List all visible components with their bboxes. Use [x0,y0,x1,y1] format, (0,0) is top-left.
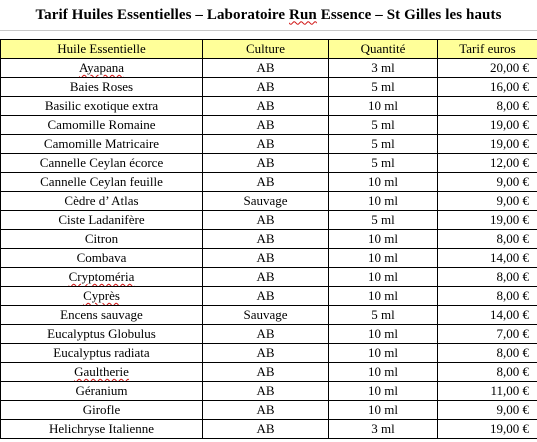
cell-quantite: 10 ml [329,97,438,116]
cell-quantite: 10 ml [329,325,438,344]
table-row [1,306,537,325]
table-row [1,154,537,173]
cell-culture: AB [203,268,329,287]
huile-name: Eucalyptus Globulus [47,326,156,341]
cell-huile [1,173,203,192]
cell-tarif: 8,00 € [438,230,537,249]
huile-name: Camomille Matricaire [43,136,160,151]
cell-culture: AB [203,344,329,363]
cell-culture: Sauvage [203,306,329,325]
huile-name: Ciste Ladanifère [58,212,145,227]
title-part-2: Essence – St Gilles les hauts [316,6,502,23]
table-row [1,420,537,439]
cell-culture: AB [203,154,329,173]
huile-name: Citron [84,231,119,246]
cell-culture: AB [203,249,329,268]
huile-name: Baies Roses [69,79,134,94]
cell-culture: AB [203,116,329,135]
cell-quantite: 5 ml [329,116,438,135]
table-row [1,344,537,363]
huile-name: Gaultherie [74,364,129,379]
cell-culture: AB [203,173,329,192]
table-header-row [1,40,537,59]
cell-culture: AB [203,325,329,344]
cell-huile [1,287,203,306]
cell-huile [1,306,203,325]
cell-huile [1,325,203,344]
table-row [1,268,537,287]
table-row [1,249,537,268]
cell-quantite: 10 ml [329,173,438,192]
cell-tarif: 16,00 € [438,78,537,97]
cell-huile [1,59,203,78]
page-title [35,7,501,24]
huile-name: Combava [76,250,127,265]
table-row [1,173,537,192]
cell-tarif: 14,00 € [438,306,537,325]
huile-name: Basilic exotique extra [44,98,159,113]
cell-tarif: 9,00 € [438,192,537,211]
cell-huile [1,382,203,401]
cell-huile [1,78,203,97]
huile-name: Cannelle Ceylan écorce [39,155,164,170]
cell-tarif: 20,00 € [438,59,537,78]
table-row [1,287,537,306]
cell-culture: AB [203,78,329,97]
cell-huile [1,363,203,382]
huile-name: Encens sauvage [60,307,143,322]
cell-culture: AB [203,382,329,401]
cell-tarif: 7,00 € [438,325,537,344]
cell-quantite: 3 ml [329,59,438,78]
cell-culture: AB [203,97,329,116]
title-part-1: Tarif Huiles Essentielles – Laboratoire [35,6,290,23]
cell-tarif: 19,00 € [438,211,537,230]
huile-name: Cyprès [83,288,120,303]
table-row [1,363,537,382]
cell-quantite: 10 ml [329,268,438,287]
huile-name: Camomille Romaine [47,117,156,132]
cell-tarif: 19,00 € [438,135,537,154]
cell-huile [1,268,203,287]
title-bar [0,0,537,31]
cell-tarif: 14,00 € [438,249,537,268]
huile-name: Helichryse Italienne [48,421,155,436]
table-row [1,192,537,211]
cell-culture: AB [203,135,329,154]
huile-name: Cryptoméria [68,269,135,284]
cell-culture: AB [203,401,329,420]
huile-name: Eucalyptus radiata [53,345,150,360]
cell-quantite: 10 ml [329,382,438,401]
huile-name: Cèdre d’ Atlas [64,193,139,208]
cell-huile [1,230,203,249]
cell-tarif: 8,00 € [438,287,537,306]
price-table [0,39,537,439]
cell-quantite: 5 ml [329,135,438,154]
title-run-word: Run [289,6,317,23]
cell-huile [1,401,203,420]
header-quantite: Quantité [329,40,438,59]
cell-huile [1,135,203,154]
cell-huile [1,97,203,116]
huile-name: Cannelle Ceylan feuille [40,174,163,189]
huile-name: Girofle [82,402,121,417]
table-row [1,401,537,420]
cell-quantite: 10 ml [329,363,438,382]
table-row [1,78,537,97]
cell-culture: AB [203,363,329,382]
cell-tarif: 9,00 € [438,173,537,192]
table-row [1,116,537,135]
cell-quantite: 5 ml [329,78,438,97]
cell-culture: AB [203,287,329,306]
cell-tarif: 8,00 € [438,97,537,116]
huile-name: Géranium [75,383,128,398]
cell-culture: AB [203,420,329,439]
cell-tarif: 9,00 € [438,401,537,420]
cell-huile [1,420,203,439]
cell-tarif: 8,00 € [438,363,537,382]
cell-tarif: 19,00 € [438,420,537,439]
cell-quantite: 5 ml [329,211,438,230]
cell-huile [1,249,203,268]
cell-quantite: 5 ml [329,306,438,325]
table-row [1,230,537,249]
cell-tarif: 8,00 € [438,268,537,287]
huile-name: Ayapana [78,60,124,75]
cell-quantite: 5 ml [329,154,438,173]
header-culture: Culture [203,40,329,59]
cell-culture: Sauvage [203,192,329,211]
cell-quantite: 10 ml [329,401,438,420]
cell-quantite: 10 ml [329,287,438,306]
cell-culture: AB [203,211,329,230]
cell-quantite: 3 ml [329,420,438,439]
cell-tarif: 19,00 € [438,116,537,135]
cell-quantite: 10 ml [329,249,438,268]
header-tarif: Tarif euros [438,40,537,59]
cell-culture: AB [203,59,329,78]
cell-tarif: 12,00 € [438,154,537,173]
cell-huile [1,192,203,211]
cell-tarif: 8,00 € [438,344,537,363]
header-huile: Huile Essentielle [1,40,203,59]
spacer-row [0,31,537,39]
table-row [1,382,537,401]
cell-huile [1,116,203,135]
cell-huile [1,211,203,230]
cell-tarif: 11,00 € [438,382,537,401]
cell-quantite: 10 ml [329,344,438,363]
cell-quantite: 10 ml [329,192,438,211]
cell-huile [1,344,203,363]
table-row [1,135,537,154]
cell-quantite: 10 ml [329,230,438,249]
table-row [1,325,537,344]
table-row [1,59,537,78]
cell-huile [1,154,203,173]
cell-culture: AB [203,230,329,249]
table-row [1,97,537,116]
table-body [1,59,537,439]
table-row [1,211,537,230]
